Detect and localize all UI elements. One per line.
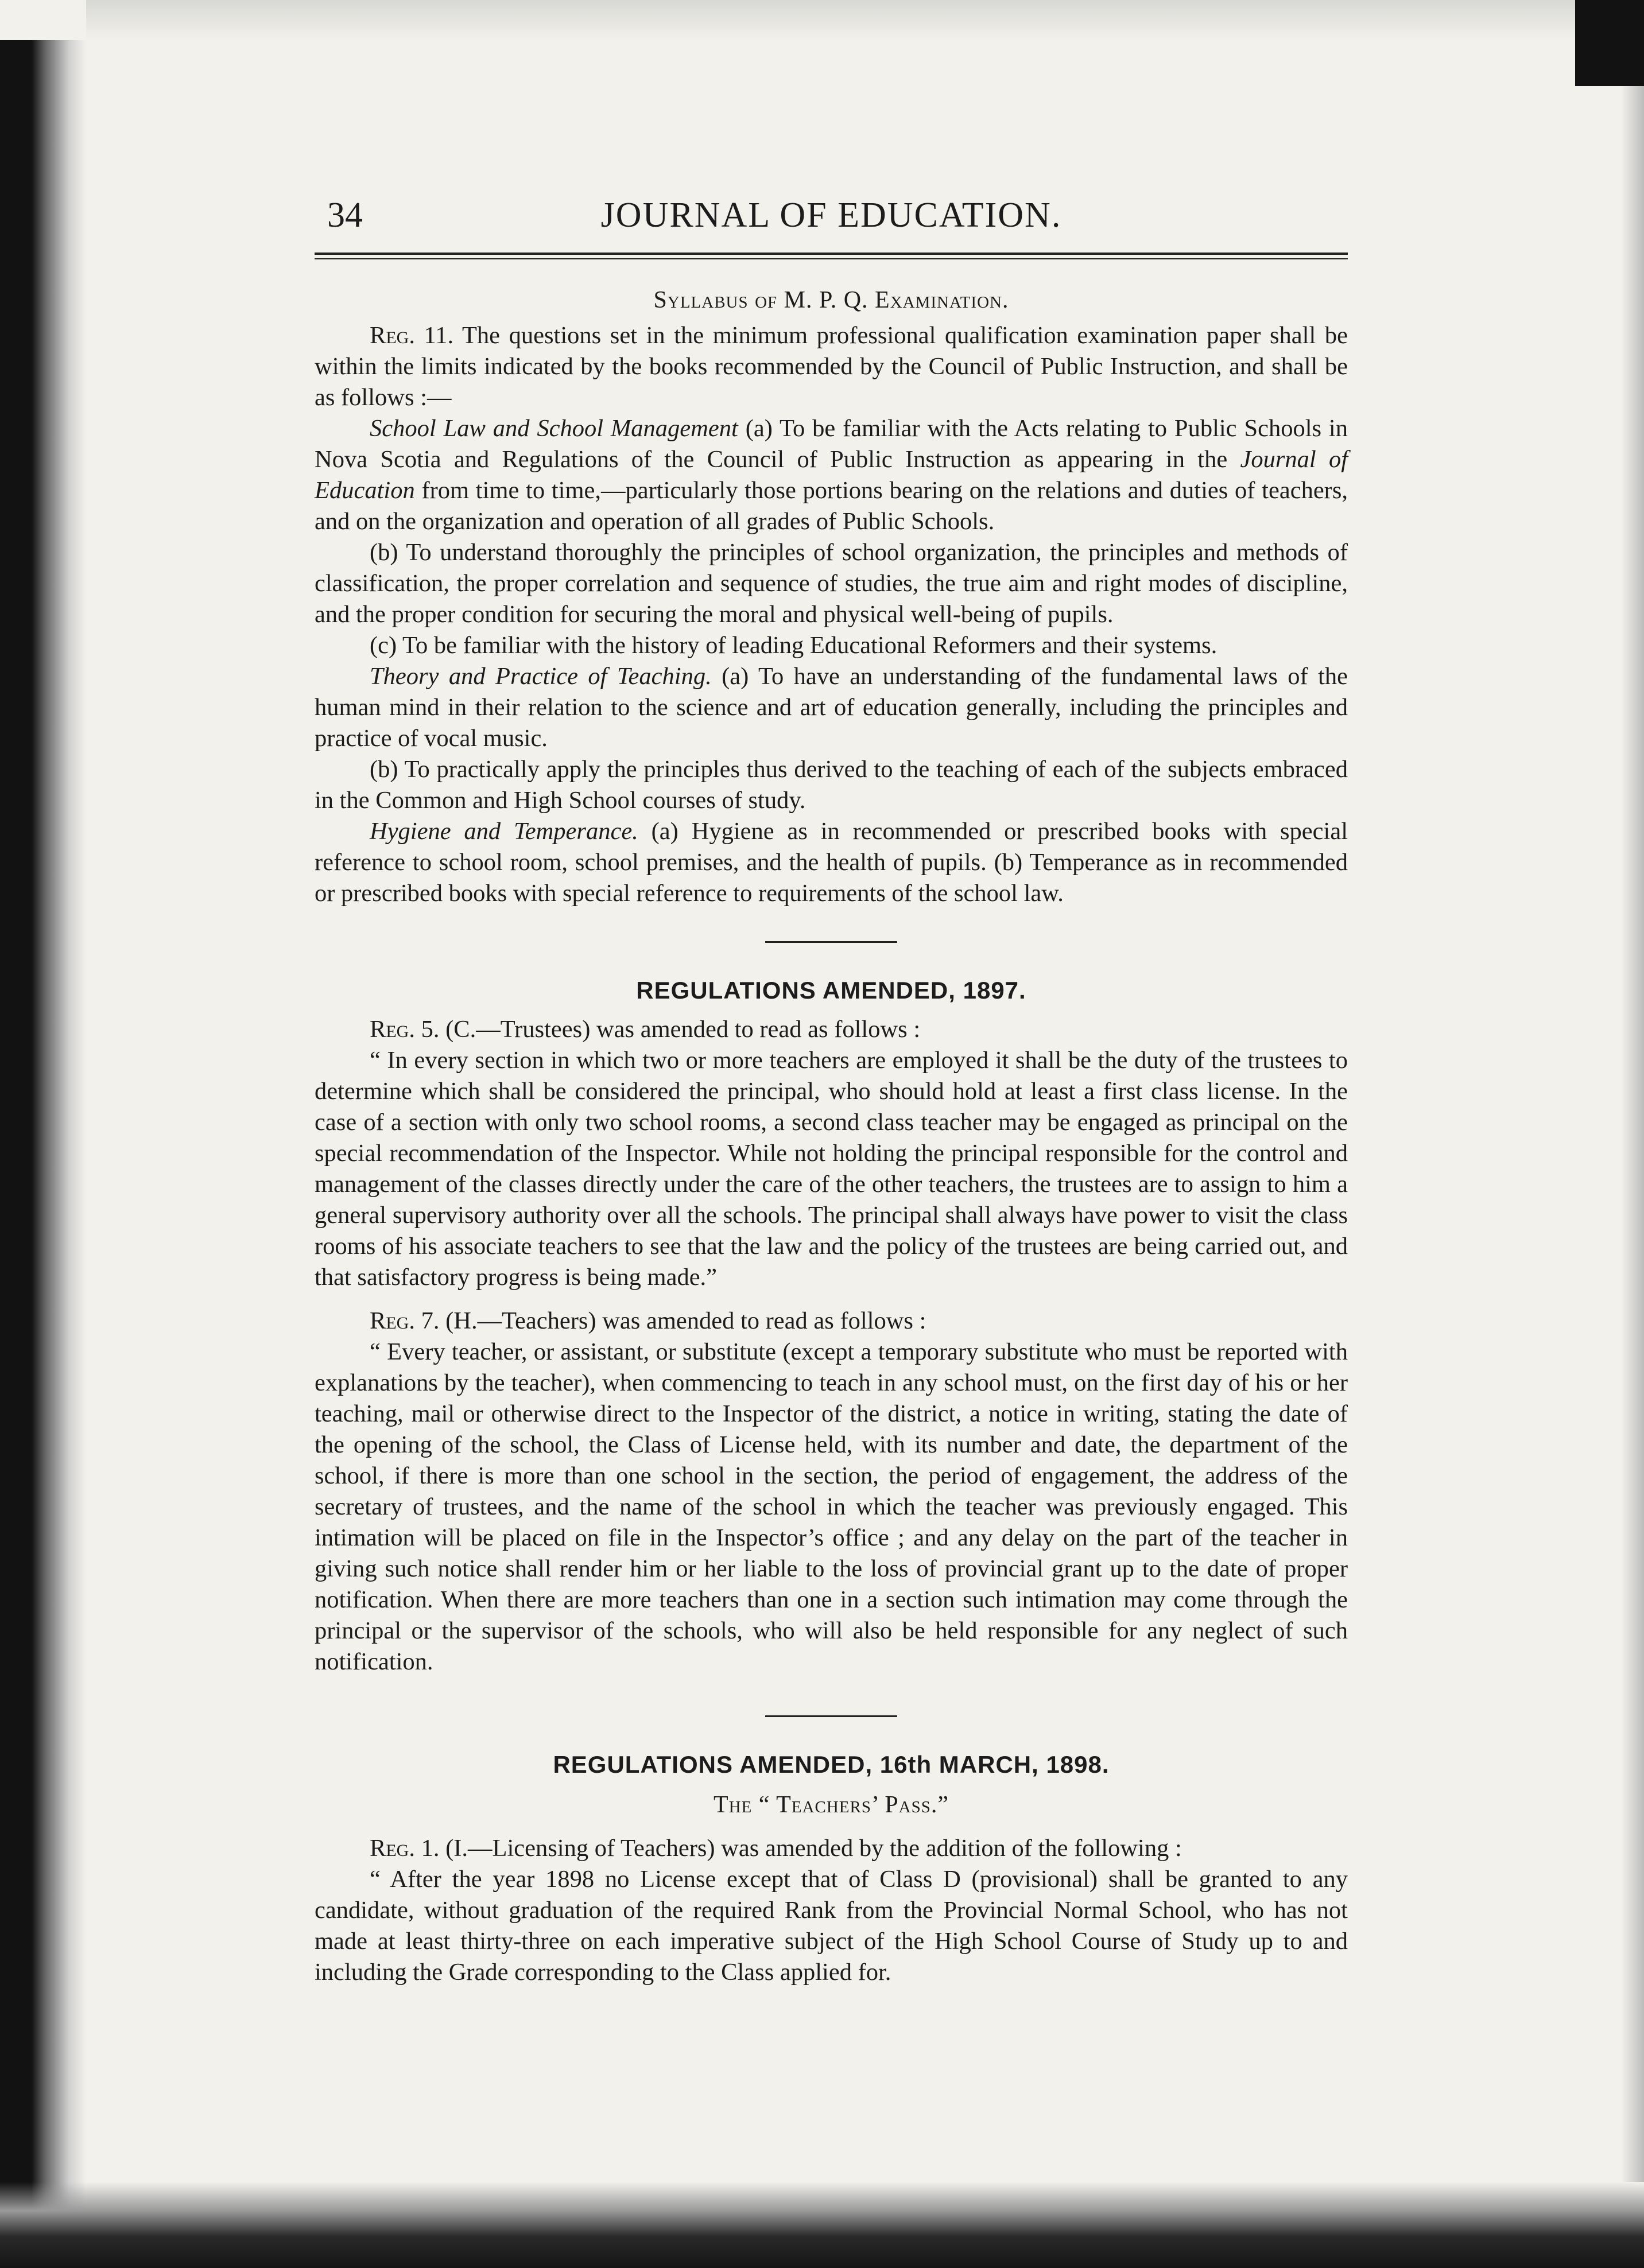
hygiene-paragraph [315, 816, 1348, 909]
school-law-paragraph [315, 413, 1348, 537]
reg1-text: “ After the year 1898 no License except that of Class D (provisional) shall be granted to any candidate, without graduation of the required Rank from the Provincial Normal School, who has not made at least thirty-three on each imperative subject of the High School Course of Study up to and including the Grade corresponding to the Class applied for. [315, 1866, 1348, 1986]
theory-b-paragraph: (b) To practically apply the principles thus derived to the teaching of each of the subjects embraced in the Common and High School courses of study. [315, 756, 1348, 814]
reg1-intro [315, 1833, 1348, 1864]
school-law-c-paragraph: (c) To be familiar with the history of leading Educational Reformers and their systems. [370, 632, 1218, 659]
scan-edge-bottom [0, 2182, 1644, 2268]
scan-edge-left [0, 40, 86, 2268]
page-header [315, 189, 1348, 255]
scan-edge-top [86, 0, 1644, 40]
section-divider [765, 941, 897, 943]
reg7-text: “ Every teacher, or assistant, or substitute (except a temporary substitute who must be reported with explanations by the teacher), when commencing to teach in any school must, on the first day of his or her teaching, mail or otherwise direct to the Inspector of the district, a notice in writing, stating the date of the opening of the school, the Class of License held, with its number and date, the department of the school, if there is more than one school in the section, the period of engagement, the address of the secretary of trustees, and the name of the school in which the teacher was previously engaged. This intimation will be placed on file in the Inspector’s office ; and any delay on the part of the teacher in giving such notice shall render him or her liable to the loss of provincial grant up to the date of proper notification. When there are more teachers than one in a section such intimation may come through the principal or the supervisor of the schools, who will also be held responsible for any neglect of such notification. [315, 1338, 1348, 1675]
paragraph-text: (a) To be familiar with the Acts relating to Public Schools in Nova Scotia and Regulations of the Council of Public Instruction as appearing in the [315, 415, 1348, 473]
journal-title: JOURNAL OF EDUCATION. [600, 196, 1062, 235]
reg-label: Reg. 7. [370, 1307, 440, 1334]
theory-paragraph [315, 661, 1348, 754]
paragraph-text: (I.—Licensing of Teachers) was amended by the addition of the following : [445, 1835, 1182, 1862]
paragraph-text: (a) Hygiene as in recommended or prescribed books with special reference to school room, school premises, and the health of pupils. (b) Temperance as in recommended or prescribed books with special reference to requirements of the school law. [315, 818, 1348, 907]
paragraph-text: (C.—Trustees) was amended to read as follows : [445, 1016, 921, 1043]
reg-label: Reg. 11. [370, 322, 454, 349]
journal-reference: Journal of Education [315, 446, 1348, 504]
paragraph-text: The questions set in the minimum professional qualification examination paper shall be within the limits indicated by the books recommended by the Council of Public Instruction, and shall be as follows :— [315, 322, 1348, 411]
subject-label: Theory and Practice of Teaching. [370, 663, 712, 690]
reg5-intro [315, 1014, 1348, 1045]
syllabus-title: Syllabus of M. P. Q. Examination. [653, 287, 1009, 313]
section-heading-1897: REGULATIONS AMENDED, 1897. [636, 977, 1026, 1004]
reg-label: Reg. 5. [370, 1016, 440, 1043]
document-page [315, 189, 1348, 1988]
header-rule [315, 258, 1348, 259]
scan-edge-right [1621, 86, 1644, 2182]
section-subheading: The “ Teachers’ Pass.” [713, 1792, 949, 1818]
page-number: 34 [327, 196, 363, 235]
paragraph-text: (H.—Teachers) was amended to read as follows : [445, 1307, 926, 1334]
school-law-b-paragraph: (b) To understand thoroughly the principles of school organization, the principles and methods of classification, the proper correlation and sequence of studies, the true aim and right modes of discipline, and the proper condition for securing the moral and physical well-being of pupils. [315, 539, 1348, 628]
scan-edge-top-right [1575, 0, 1644, 86]
reg5-text: “ In every section in which two or more teachers are employed it shall be the duty of the trustees to determine which shall be considered the principal, who should hold at least a first class license. In the case of a section with only two school rooms, a second class teacher may be engaged as principal on the special recommendation of the Inspector. While not holding the principal responsible for the control and management of the classes directly under the care of the other teachers, the trustees are to assign to him a general supervisory authority over all the schools. The principal shall always have power to visit the class rooms of his associate teachers to see that the law and the policy of the trustees are being carried out, and that satisfactory progress is being made.” [315, 1047, 1348, 1291]
subject-label: School Law and School Management [370, 415, 738, 442]
section-heading-1898: REGULATIONS AMENDED, 16th MARCH, 1898. [553, 1751, 1110, 1778]
syllabus-intro-paragraph [315, 320, 1348, 413]
reg-label: Reg. 1. [370, 1835, 440, 1862]
paragraph-text: from time to time,—particularly those portions bearing on the relations and duties of teachers, and on the organization and operation of all grades of Public Schools. [315, 477, 1348, 535]
reg7-intro [315, 1306, 1348, 1337]
section-divider [765, 1715, 897, 1717]
paragraph-text: (a) To have an understanding of the fundamental laws of the human mind in their relation to the science and art of education generally, including the principles and practice of vocal music. [315, 663, 1348, 752]
subject-label: Hygiene and Temperance. [370, 818, 638, 845]
